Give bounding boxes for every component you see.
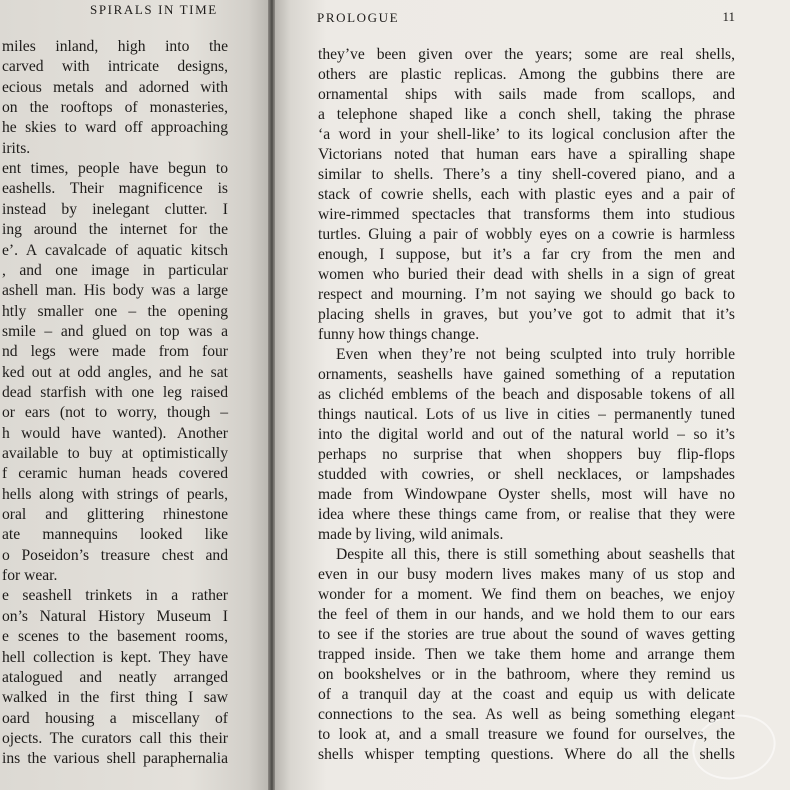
text-line: even in our busy modern lives makes many of us stop and xyxy=(318,566,735,583)
text-line: as clichéd emblems of the beach and disposable tokens of all xyxy=(318,386,735,403)
text-line: women who buried their dead with shells in a sign of great xyxy=(318,266,735,283)
left-page xyxy=(0,0,270,790)
text-line: e seashell trinkets in a rather xyxy=(2,587,228,605)
text-line: or ears (not to worry, though – xyxy=(2,404,228,422)
text-line: carved with intricate designs, xyxy=(2,58,228,76)
left-running-head: SPIRALS IN TIME xyxy=(90,2,218,17)
text-line: others are plastic replicas. Among the gubbins there are xyxy=(318,66,735,83)
text-line: hells along with strings of pearls, xyxy=(2,485,228,503)
text-line: e scenes to the basement rooms, xyxy=(2,628,228,646)
text-line: idea where these things came from, or realise that they were xyxy=(318,506,735,523)
text-line: stack of cowrie shells, each with plastic eyes and a pair of xyxy=(318,186,735,203)
text-line: oard housing a miscellany of xyxy=(2,709,228,727)
text-line: e’. A cavalcade of aquatic kitsch xyxy=(2,241,228,259)
text-line: walked in the first thing I saw xyxy=(2,689,228,707)
text-line: oral and glittering rhinestone xyxy=(2,506,228,524)
text-line: wire-rimmed spectacles that transforms them into studious xyxy=(318,206,735,223)
text-line: , and one image in particular xyxy=(2,261,228,279)
text-line: ent times, people have begun to xyxy=(2,160,228,178)
text-line: trapped inside. Then we take them home and arrange them xyxy=(318,646,735,663)
text-line: f ceramic human heads covered xyxy=(2,465,228,483)
text-line: ked out at odd angles, and he sat xyxy=(2,363,228,381)
text-line: funny how things change. xyxy=(318,326,480,343)
text-line: Despite all this, there is still something about seashells that xyxy=(336,546,735,563)
text-line: on the rooftops of monasteries, xyxy=(2,99,228,117)
text-line: instead by inelegant clutter. I xyxy=(2,200,228,218)
text-line: things nautical. Lots of us live in cities – permanently tuned xyxy=(318,406,735,423)
text-line: ojects. The curators call this their xyxy=(2,729,228,747)
text-line: respect and mourning. I’m not saying we should go back to xyxy=(318,286,735,303)
text-line: dead starfish with one leg raised xyxy=(2,383,228,401)
text-line: made from Windowpane Oyster shells, most will have no xyxy=(318,486,735,503)
text-line: made by living, wild animals. xyxy=(318,526,504,543)
text-line: ate mannequins looked like xyxy=(2,526,228,544)
text-line: ashell man. His body was a large xyxy=(2,282,228,300)
text-line: he skies to ward off approaching xyxy=(2,119,228,137)
text-line: ornamental ships with sails made from scallops, and xyxy=(318,86,735,103)
text-line: nd legs were made from four xyxy=(2,343,228,361)
text-line: on’s Natural History Museum I xyxy=(2,607,228,625)
text-line: o Poseidon’s treasure chest and xyxy=(2,546,228,564)
text-line: they’ve been given over the years; some are real shells, xyxy=(318,46,735,63)
text-line: Even when they’re not being sculpted into truly horrible xyxy=(336,346,735,363)
text-line: the feel of them in our hands, and we hold them to our ears xyxy=(318,606,735,623)
text-line: atalogued and neatly arranged xyxy=(2,668,228,686)
text-line: wonder for a moment. We find them on beaches, we enjoy xyxy=(318,586,735,603)
text-line: hell collection is kept. They have xyxy=(2,648,228,666)
text-line: irits. xyxy=(2,139,31,157)
text-line: htly smaller one – the opening xyxy=(2,302,228,320)
text-line: turtles. Gluing a pair of wobbly eyes on a cowrie is harmless xyxy=(318,226,735,243)
text-line: eashells. Their magnificence is xyxy=(2,180,228,198)
text-line: h would have wanted). Another xyxy=(2,424,228,442)
text-line: studded with cowries, or shell necklaces, or lampshades xyxy=(318,466,735,483)
text-line: ins the various shell paraphernalia xyxy=(2,750,228,768)
text-line: shells whisper tempting questions. Where do all the shells xyxy=(318,746,735,763)
page-number: 11 xyxy=(722,9,735,24)
text-line: placing shells in graves, but you’ve got to admit that it’s xyxy=(318,306,735,323)
text-line: perhaps no surprise that when shoppers buy flip-flops xyxy=(318,446,735,463)
text-line: enough, I suppose, but it’s a far cry from the men and xyxy=(318,246,735,263)
text-line: for wear. xyxy=(2,567,58,585)
text-line: available to buy at optimistically xyxy=(2,445,228,462)
text-line: to see if the stories are true about the sound of waves getting xyxy=(318,626,735,643)
text-line: ing around the internet for the xyxy=(2,221,228,239)
text-line: into the digital world and out of the natural world – so it’s xyxy=(318,426,735,443)
text-line: similar to shells. There’s a tiny shell-covered piano, and a xyxy=(318,166,735,183)
text-line: connections to the sea. As well as being something elegant xyxy=(318,706,735,723)
text-line: ecious metals and adorned with xyxy=(2,78,228,96)
right-running-head: PROLOGUE xyxy=(317,10,400,25)
text-line: miles inland, high into the xyxy=(2,38,228,55)
text-line: ‘a word in your shell-like’ to its logical conclusion after the xyxy=(318,126,735,143)
right-page xyxy=(275,0,790,790)
text-line: of a tranquil day at the coast and equip us with delicate xyxy=(318,686,735,703)
text-line: Victorians noted that human ears have a spiralling shape xyxy=(318,146,735,163)
text-line: a telephone shaped like a conch shell, taking the phrase xyxy=(318,106,735,123)
text-line: on bookshelves or in the bathroom, where they remind us xyxy=(318,666,735,683)
text-line: to look at, and a small treasure we found for ourselves, the xyxy=(318,726,735,743)
text-line: ornaments, seashells have gained something of a reputation xyxy=(318,366,735,383)
text-line: smile – and glued on top was a xyxy=(2,322,228,340)
